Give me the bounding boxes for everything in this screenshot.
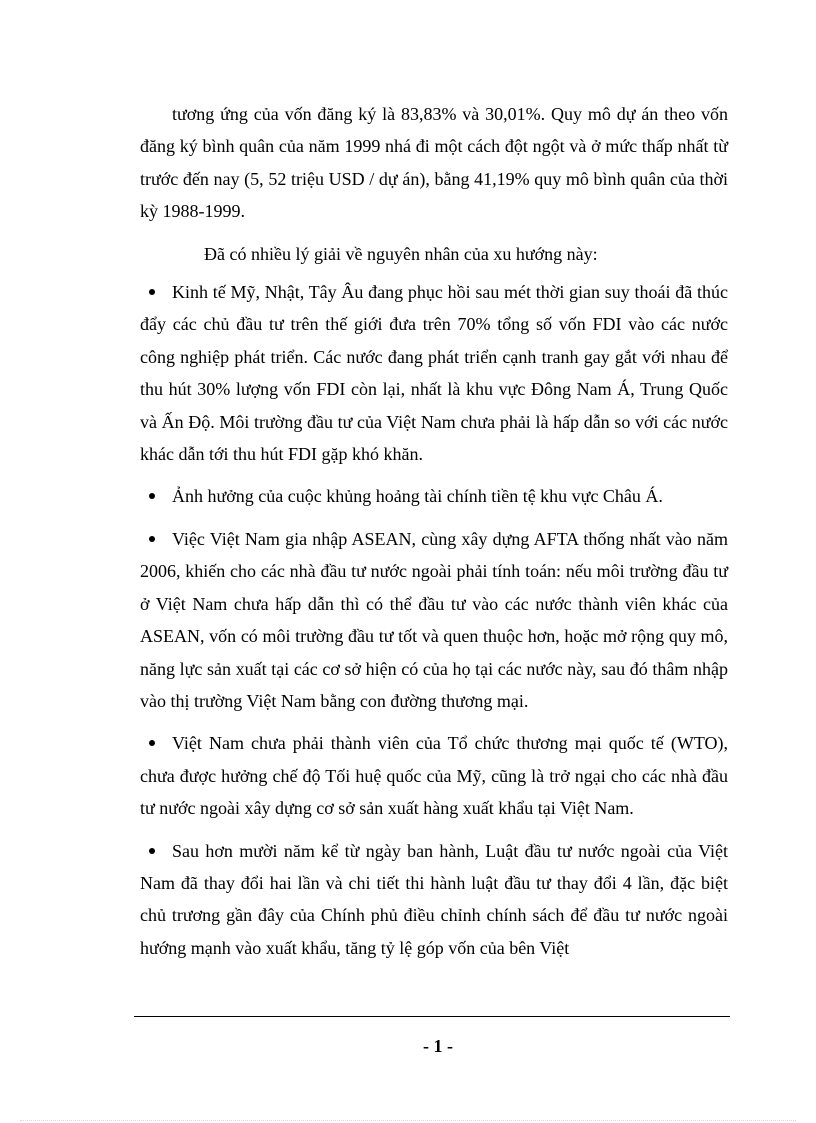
- list-item: [140, 835, 728, 965]
- page-bottom-dotted-line: [20, 1120, 796, 1121]
- list-item: [140, 480, 728, 512]
- bullet-icon: [149, 493, 155, 499]
- list-item-text: Ảnh hưởng của cuộc khủng hoảng tài chính tiền tệ khu vực Châu Á.: [172, 486, 663, 507]
- cause-list: [140, 276, 728, 964]
- page-number: - 1 -: [423, 1036, 453, 1056]
- opening-paragraph: tương ứng của vốn đăng ký là 83,83% và 30,01%. Quy mô dự án theo vốn đăng ký bình quân của năm 1999 nhá đi một cách đột ngột và ở mức thấp nhất từ trước đến nay (5, 52 triệu USD / dự án), bằng 41,19% quy mô bình quân của thời kỳ 1988-1999.: [140, 104, 728, 222]
- list-item: [140, 727, 728, 824]
- intro-sentence: Đã có nhiều lý giải về nguyên nhân của xu hướng này:: [204, 243, 598, 264]
- list-item-text: Sau hơn mười năm kể từ ngày ban hành, Luật đầu tư nước ngoài của Việt Nam đã thay đổi hai lần và chi tiết thi hành luật đầu tư thay đổi 4 lần, đặc biệt chủ trương gần đây của Chính phủ điều chỉnh chính sách để đầu tư nước ngoài hướng mạnh vào xuất khẩu, tăng tỷ lệ góp vốn của bên Việt: [140, 840, 728, 958]
- document-body: [140, 98, 728, 974]
- footer-divider: [134, 1016, 730, 1017]
- bullet-icon: [149, 848, 155, 854]
- list-item: [140, 523, 728, 717]
- bullet-icon: [149, 536, 155, 542]
- bullet-icon: [149, 740, 155, 746]
- list-item: [140, 276, 728, 470]
- list-item-text: Việc Việt Nam gia nhập ASEAN, cùng xây dựng AFTA thống nhất vào năm 2006, khiến cho các nhà đầu tư nước ngoài phải tính toán: nếu môi trường đầu tư ở Việt Nam chưa hấp dẫn thì có thể đầu tư vào các nước thành viên khác của ASEAN, vốn có môi trường đầu tư tốt và quen thuộc hơn, hoặc mở rộng quy mô, năng lực sản xuất tại các cơ sở hiện có của họ tại các nước này, sau đó thâm nhập vào thị trường Việt Nam bằng con đường thương mại.: [140, 528, 728, 711]
- list-item-text: Việt Nam chưa phải thành viên của Tổ chức thương mại quốc tế (WTO), chưa được hưởng chế độ Tối huệ quốc của Mỹ, cũng là trở ngại cho các nhà đầu tư nước ngoài xây dựng cơ sở sản xuất hàng xuất khẩu tại Việt Nam.: [140, 733, 728, 819]
- list-item-text: Kinh tế Mỹ, Nhật, Tây Âu đang phục hồi sau mét thời gian suy thoái đã thúc đẩy các chủ đầu tư trên thế giới đưa trên 70% tổng số vốn FDI vào các nước công nghiệp phát triển. Các nước đang phát triển cạnh tranh gay gắt với nhau để thu hút 30% lượng vốn FDI còn lại, nhất là khu vực Đông Nam Á, Trung Quốc và Ấn Độ. Môi trường đầu tư của Việt Nam chưa phải là hấp dẫn so với các nước khác dẫn tới thu hút FDI gặp khó khăn.: [140, 282, 728, 465]
- bullet-icon: [149, 289, 155, 295]
